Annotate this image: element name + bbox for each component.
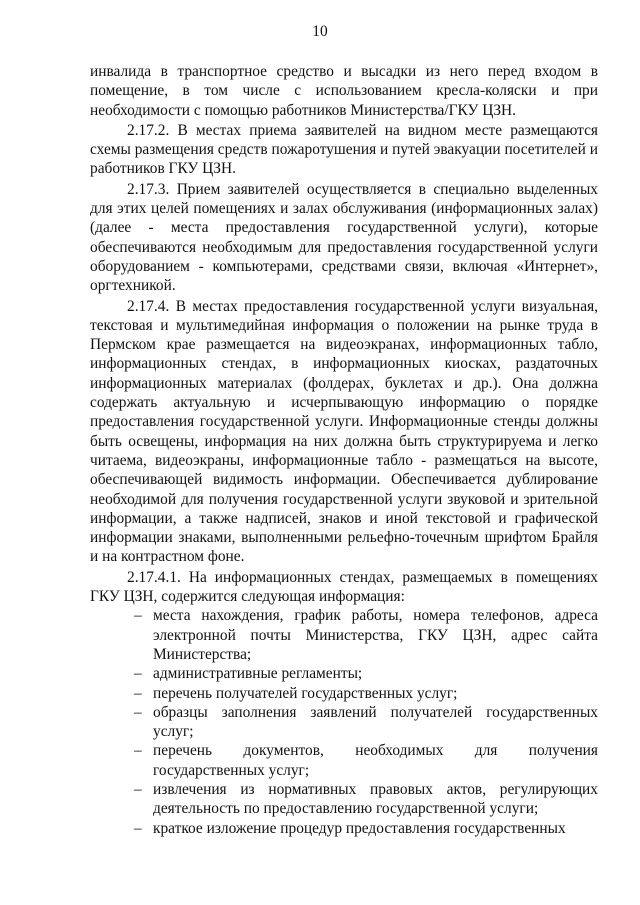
paragraph-2-17-2: 2.17.2. В местах приема заявителей на видном месте размещаются схемы размещения средств пожаротушения и путей эвакуации посетителей и работников ГКУ ЦЗН. [90,121,598,178]
list-item-text: краткое изложение процедур предоставления государственных [153,819,566,837]
list-item-text: места нахождения, график работы, номера телефонов, адреса электронной почты Министерства, ГКУ ЦЗН, адрес сайта Министерства; [153,607,598,663]
page-number: 10 [312,23,328,40]
list-item-text: извлечения из нормативных правовых актов, регулирующих деятельность по предоставлению государственной услуги; [153,780,598,818]
dash-marker: – [134,607,142,625]
list-item [90,606,598,664]
dash-marker: – [134,819,142,837]
list-item-text: перечень документов, необходимых для получения государственных услуг; [153,742,598,779]
dash-marker: – [134,703,142,721]
dash-marker: – [134,684,142,702]
list-item [90,741,598,780]
list-item [90,703,598,742]
list-item [90,664,598,683]
dash-marker: – [134,780,142,798]
paragraph-2-17-4-1: 2.17.4.1. На информационных стендах, размещаемых в помещениях ГКУ ЦЗН, содержится следующая информация: [90,568,598,606]
paragraph-continuation: инвалида в транспортное средство и высадки из него перед входом в помещение, в том числе с использованием кресла-коляски и при необходимости с помощью работников Министерства/ГКУ ЦЗН. [90,63,598,119]
dash-marker: – [134,742,142,760]
list-item-text: образцы заполнения заявлений получателей государственных услуг; [153,703,598,741]
list-item [90,684,598,703]
info-stand-list [90,606,598,838]
list-item-text: административные регламенты; [153,665,363,683]
list-item [90,780,598,819]
paragraph-2-17-4: 2.17.4. В местах предоставления государственной услуги визуальная, текстовая и мультимедийная информация о положении на рынке труда в Пермском крае размещается на видеоэкранах, информационных табло, информационных стендах, в информационных киосках, раздаточных информационных материалах (фолдерах, буклетах и др.). Она должна содержать актуальную и исчерпывающую информацию о порядке предоставления государственной услуги. Информационные стенды должны быть освещены, информация на них должна быть структурируема и легко читаема, видеоэкраны, информационные табло - размещаться на высоте, обеспечивающей видимость информации. Обеспечивается дублирование необходимой для получения государственной услуги звуковой и зрительной информации, а также надписей, знаков и иной текстовой и графической информации знаками, выполненными рельефно-точечным шрифтом Брайля и на контрастном фоне. [90,297,598,566]
list-item-text: перечень получателей государственных услуг; [153,684,458,702]
document-body [90,62,598,838]
paragraph-2-17-3: 2.17.3. Прием заявителей осуществляется в специально выделенных для этих целей помещениях и залах обслуживания (информационных залах) (далее - места предоставления государственной услуги), которые обеспечиваются необходимым для предоставления государственной услуги оборудованием - компьютерами, средствами связи, включая «Интернет», оргтехникой. [90,180,598,295]
list-item [90,819,598,838]
dash-marker: – [134,665,142,683]
